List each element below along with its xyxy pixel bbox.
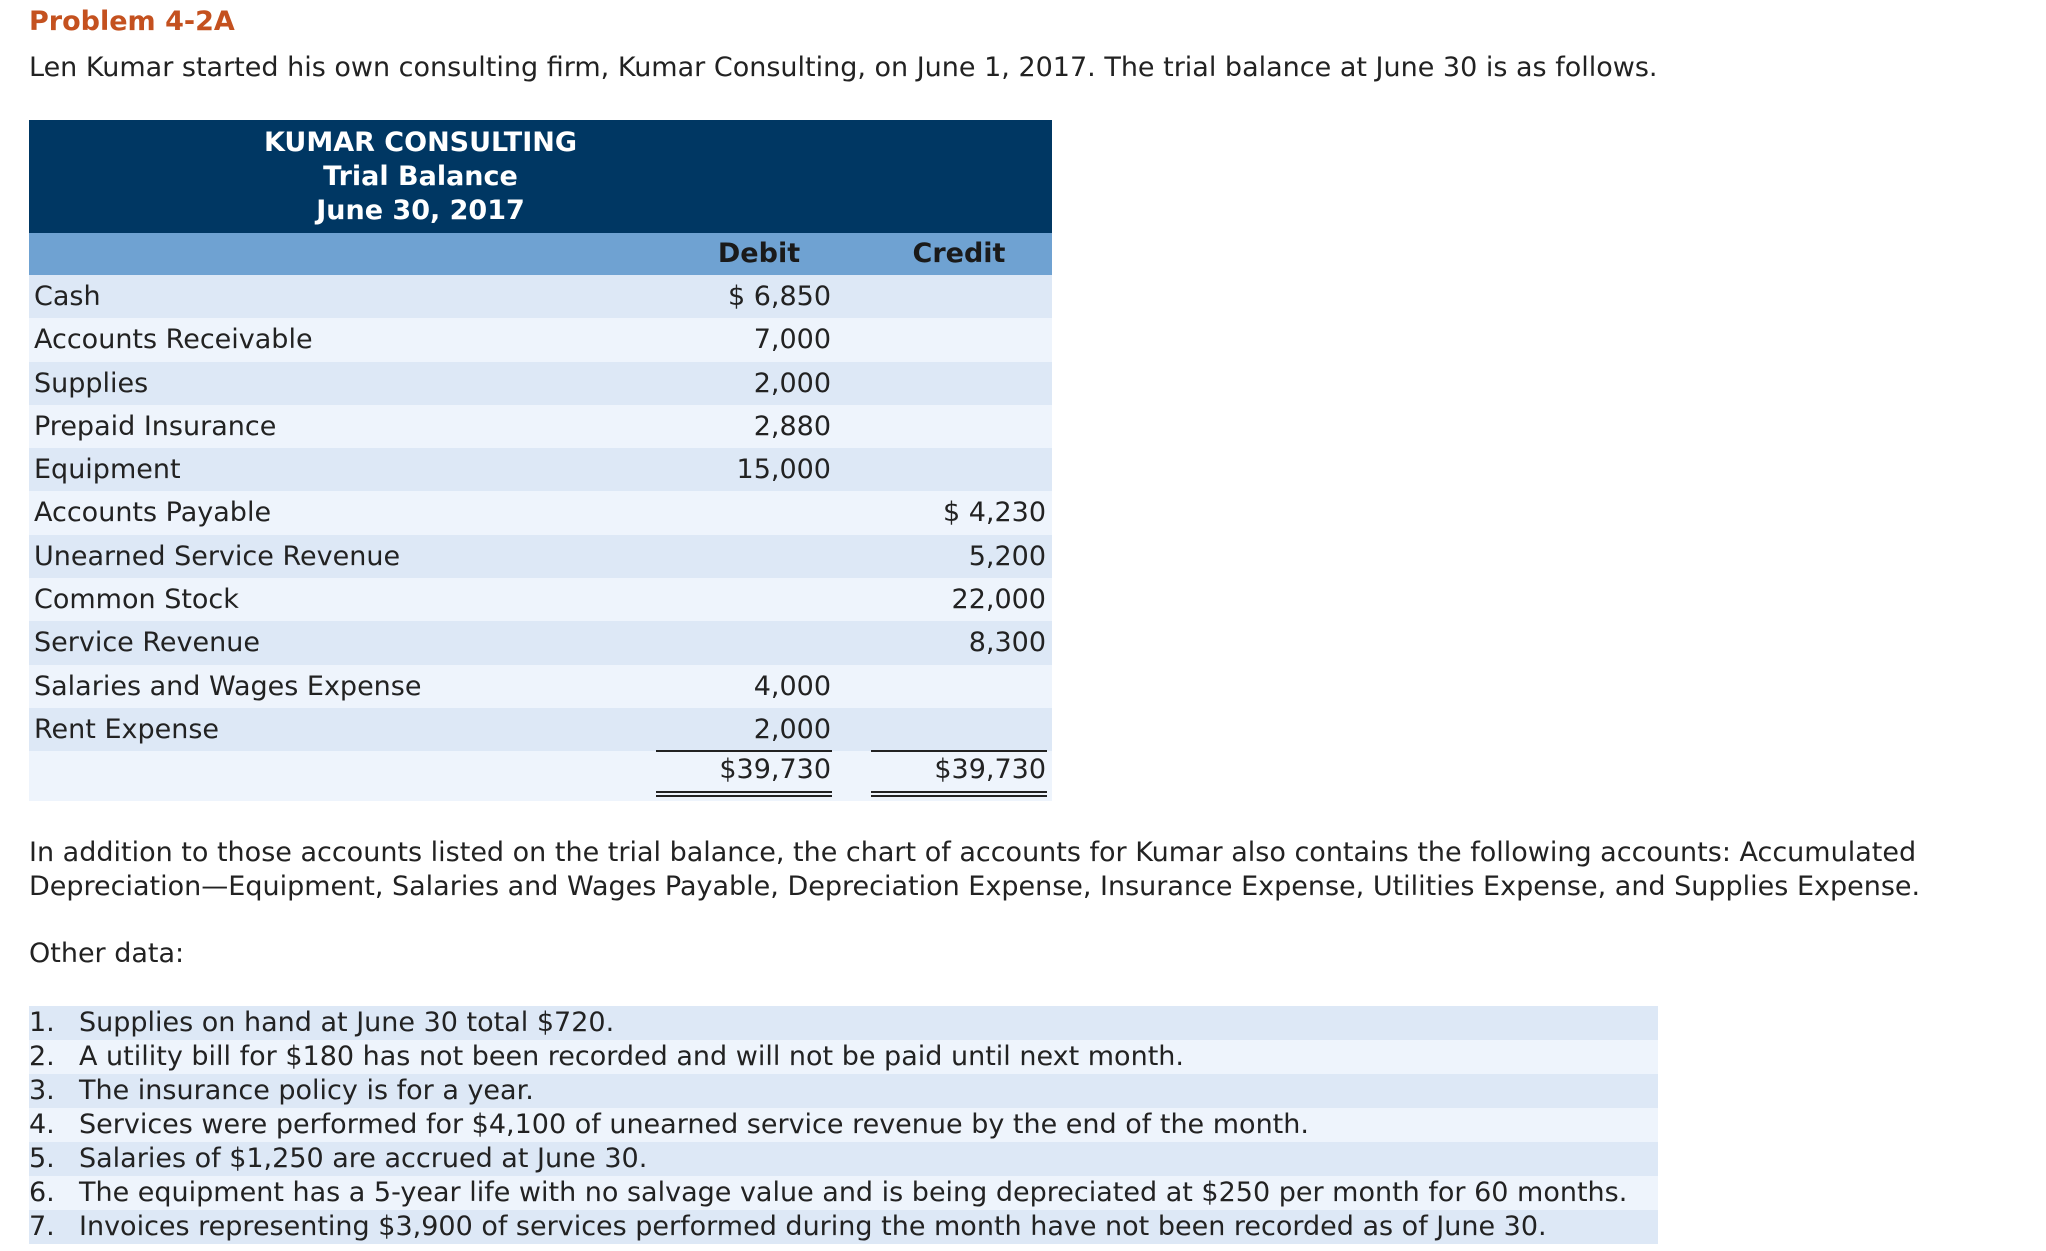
list-item-number: 1. [29, 1007, 55, 1038]
table-row [29, 448, 1052, 491]
debit-amount: 4,000 [753, 670, 831, 702]
credit-header: Credit [912, 238, 1006, 269]
account-name: Service Revenue [34, 627, 260, 659]
credit-total-double-rule [871, 791, 1047, 797]
list-item-number: 4. [29, 1109, 55, 1140]
list-item-number: 3. [29, 1075, 55, 1106]
list-item-text: Salaries of $1,250 are accrued at June 30. [79, 1143, 648, 1174]
credit-amount: $ 4,230 [942, 497, 1046, 529]
trial-balance-table [29, 120, 1052, 801]
list-item-text: Services were performed for $4,100 of unearned service revenue by the end of the month. [79, 1109, 1309, 1140]
chart-of-accounts-paragraph: In addition to those accounts listed on the trial balance, the chart of accounts for Kumar also contains the following accounts: Accumulated Depreciation—Equipment, Salaries and Wages Payable, Depreciation Expense, Insurance Expense, Utilities Expense, and Supplies Expense. [29, 837, 1921, 902]
debit-amount: 2,000 [753, 367, 831, 399]
credit-amount: 22,000 [951, 584, 1046, 616]
list-item [29, 1006, 1658, 1040]
debit-total-double-rule [656, 791, 832, 797]
list-item-number: 7. [29, 1211, 55, 1242]
intro-text: Len Kumar started his own consulting firm, Kumar Consulting, on June 1, 2017. The trial balance at June 30 is as follows. [29, 52, 1658, 83]
statement-name: Trial Balance [323, 161, 518, 192]
problem-title: Problem 4-2A [29, 6, 235, 37]
account-name: Rent Expense [34, 713, 220, 745]
list-item-text: Invoices representing $3,900 of services performed during the month have not been recorded as of June 30. [79, 1211, 1547, 1242]
account-name: Common Stock [34, 584, 239, 616]
credit-amount: 5,200 [968, 540, 1046, 572]
list-item [29, 1108, 1658, 1142]
debit-amount: 7,000 [753, 324, 831, 356]
table-row [29, 621, 1052, 664]
table-row [29, 535, 1052, 578]
list-item [29, 1142, 1658, 1176]
account-name: Accounts Receivable [34, 324, 313, 356]
table-row [29, 708, 1052, 751]
table-row [29, 405, 1052, 448]
other-data-label: Other data: [29, 938, 185, 969]
credit-subtotal-rule [871, 750, 1047, 752]
list-item [29, 1074, 1658, 1108]
list-item-text: The insurance policy is for a year. [79, 1075, 534, 1106]
total-debit: $39,730 [719, 754, 831, 786]
list-item-number: 6. [29, 1177, 55, 1208]
list-item-text: Supplies on hand at June 30 total $720. [79, 1007, 615, 1038]
debit-amount: 2,000 [753, 713, 831, 745]
other-data-list [29, 1006, 1658, 1244]
account-name: Supplies [34, 367, 149, 399]
table-row [29, 275, 1052, 318]
trial-balance-rows [29, 275, 1052, 751]
debit-subtotal-rule [656, 750, 832, 752]
list-item-text: The equipment has a 5-year life with no salvage value and is being depreciated at $250 per month for 60 months. [79, 1177, 1628, 1208]
debit-header: Debit [717, 238, 801, 269]
account-name: Cash [34, 281, 101, 312]
list-item-number: 2. [29, 1041, 55, 1072]
account-name: Prepaid Insurance [34, 410, 277, 442]
table-row [29, 665, 1052, 708]
total-credit: $39,730 [934, 754, 1046, 786]
debit-amount: 15,000 [736, 454, 831, 486]
company-name: KUMAR CONSULTING [263, 127, 578, 158]
statement-date: June 30, 2017 [316, 195, 525, 226]
table-row [29, 491, 1052, 534]
list-item [29, 1176, 1658, 1210]
account-name: Unearned Service Revenue [34, 540, 401, 572]
table-row [29, 318, 1052, 361]
list-item [29, 1210, 1658, 1244]
column-header-row [29, 233, 1052, 275]
account-name: Accounts Payable [34, 497, 272, 529]
debit-amount: 2,880 [753, 410, 831, 442]
debit-amount: $ 6,850 [727, 281, 831, 312]
list-item-text: A utility bill for $180 has not been recorded and will not be paid until next month. [79, 1041, 1184, 1072]
list-item [29, 1040, 1658, 1074]
list-item-number: 5. [29, 1143, 55, 1174]
total-row [29, 751, 1052, 801]
account-name: Salaries and Wages Expense [34, 670, 422, 702]
table-row [29, 578, 1052, 621]
table-row [29, 362, 1052, 405]
credit-amount: 8,300 [968, 627, 1046, 659]
trial-balance-header [29, 120, 1052, 233]
account-name: Equipment [34, 454, 181, 486]
